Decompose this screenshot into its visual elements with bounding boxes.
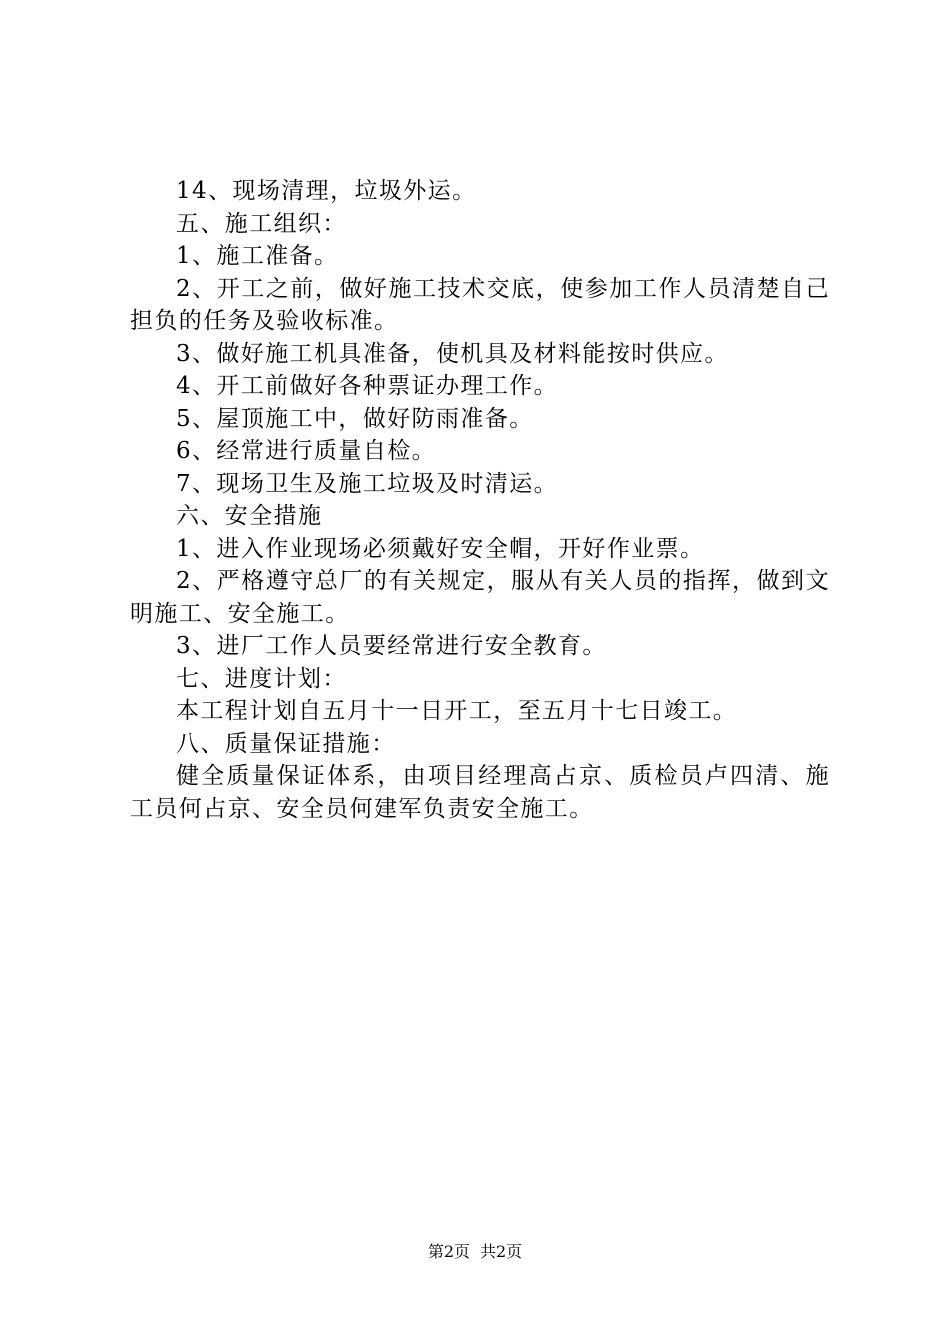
document-body — [130, 175, 830, 825]
paragraph-regulations: 2、严格遵守总厂的有关规定，服从有关人员的指挥，做到文明施工、安全施工。 — [130, 568, 830, 627]
paragraph-schedule: 本工程计划自五月十一日开工，至五月十七日竣工。 — [176, 698, 738, 724]
paragraph-rain-protection: 5、屋顶施工中，做好防雨准备。 — [176, 405, 534, 432]
paragraph-technical-briefing: 2、开工之前，做好施工技术交底，使参加工作人员清楚自己担负的任务及验收标准。 — [130, 275, 830, 334]
paragraph-permits: 4、开工前做好各种票证办理工作。 — [176, 373, 559, 399]
paragraph-quality-system: 健全质量保证体系，由项目经理高占京、质检员卢四清、施工员何占京、安全员何建军负责安全施工。 — [130, 763, 830, 822]
paragraph-equipment: 3、做好施工机具准备，使机具及材料能按时供应。 — [176, 340, 729, 367]
page-footer — [0, 1241, 950, 1263]
paragraph-site-hygiene: 7、现场卫生及施工垃圾及时清运。 — [176, 470, 559, 497]
heading-schedule: 七、进度计划： — [176, 665, 347, 692]
page-total: 共2页 — [480, 1242, 523, 1261]
paragraph-safety-helmet: 1、进入作业现场必须戴好安全帽，开好作业票。 — [176, 535, 705, 562]
page-number: 第2页 — [427, 1242, 470, 1261]
paragraph-safety-education: 3、进厂工作人员要经常进行安全教育。 — [176, 633, 607, 659]
paragraph-cleanup: 14、现场清理，垃圾外运。 — [176, 178, 477, 204]
heading-construction-organization: 五、施工组织： — [176, 210, 347, 237]
heading-quality-assurance: 八、质量保证措施： — [176, 730, 396, 757]
paragraph-preparation: 1、施工准备。 — [176, 243, 339, 269]
heading-safety-measures: 六、安全措施 — [176, 503, 323, 529]
paragraph-quality-check: 6、经常进行质量自检。 — [176, 438, 437, 464]
